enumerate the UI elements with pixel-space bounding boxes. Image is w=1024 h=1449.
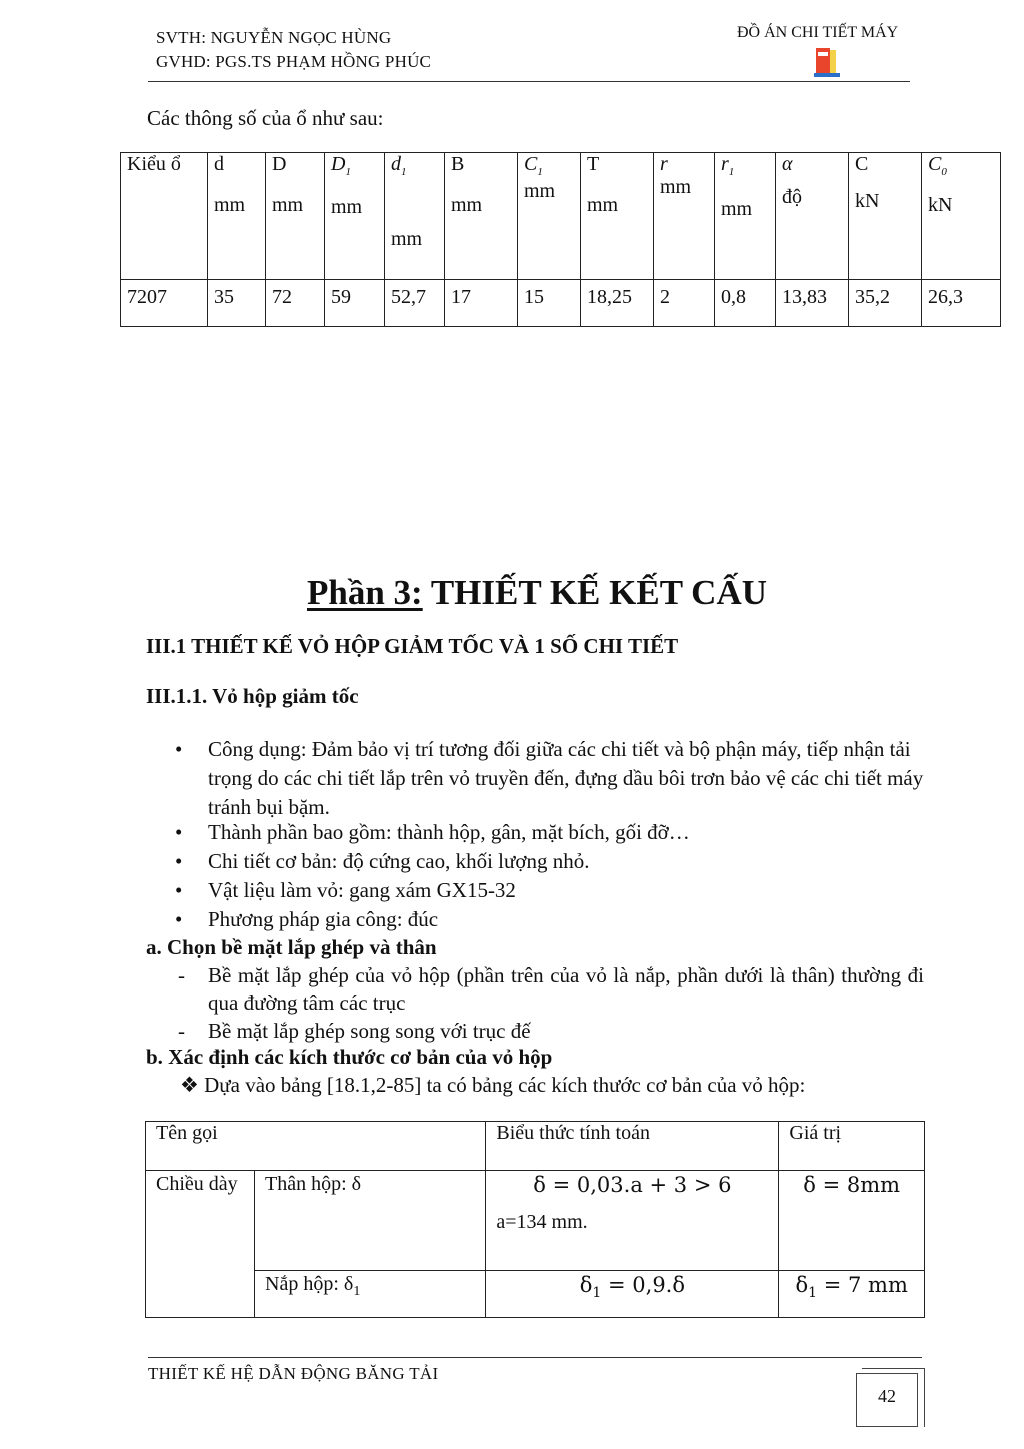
cell-body-expression bbox=[486, 1171, 779, 1271]
table-header-row bbox=[121, 153, 1001, 280]
col-type: Kiểu ổ bbox=[121, 153, 208, 280]
list-item-text: Vật liệu làm vỏ: gang xám GX15-32 bbox=[208, 878, 516, 902]
group-thickness: Chiều dày bbox=[146, 1171, 255, 1318]
header-rule bbox=[148, 81, 910, 82]
part-title: Phần 3: THIẾT KẾ KẾT CẤU bbox=[306, 573, 767, 612]
header-name: Tên gọi bbox=[146, 1122, 486, 1171]
body-formula: δ = 0,03.a + 3 > 6 bbox=[533, 1173, 732, 1197]
table-row bbox=[146, 1171, 925, 1271]
cell-lid-expression: $\delta_1 = 0,9.\delta$ bbox=[486, 1271, 779, 1318]
footer-title: THIẾT KẾ HỆ DẪN ĐỘNG BĂNG TẢI bbox=[148, 1364, 439, 1383]
table-row bbox=[121, 280, 1001, 327]
cell-C: 35,2 bbox=[849, 280, 922, 327]
subheading-b: b. Xác định các kích thước cơ bản của vỏ hộp bbox=[146, 1045, 553, 1069]
cell-B: 17 bbox=[445, 280, 518, 327]
cell-r: 2 bbox=[654, 280, 715, 327]
col-d: d mm bbox=[208, 153, 266, 280]
list-item-text: Chi tiết cơ bản: độ cứng cao, khối lượng nhỏ. bbox=[208, 849, 590, 873]
col-D: D mm bbox=[266, 153, 325, 280]
bullet-icon: • bbox=[175, 737, 183, 761]
list-item-text: Bề mặt lắp ghép của vỏ hộp (phần trên của vỏ là nắp, phần dưới là thân) thường đi qua đường tâm các trục bbox=[208, 963, 924, 1015]
cell-r1: 0,8 bbox=[715, 280, 776, 327]
student-name: SVTH: NGUYỄN NGỌC HÙNG bbox=[156, 28, 392, 47]
bullet-icon: • bbox=[175, 849, 183, 873]
header-left bbox=[156, 26, 431, 74]
dash-icon: - bbox=[178, 963, 185, 987]
book-logo-icon bbox=[814, 46, 840, 78]
list-item-text: Công dụng: Đảm bảo vị trí tương đối giữa các chi tiết và bộ phận máy, tiếp nhận tải trọng do các chi tiết lắp trên vỏ truyền đến, đựng dầu bôi trơn bảo vệ các chi tiết máy tránh bụi bặm. bbox=[208, 737, 924, 819]
header-expression: Biểu thức tính toán bbox=[486, 1122, 779, 1171]
col-d1: $d_1$ mm bbox=[385, 153, 445, 280]
section-heading: III.1 THIẾT KẾ VỎ HỘP GIẢM TỐC VÀ 1 SỐ CHI TIẾT bbox=[146, 634, 679, 658]
list-item-text: Phương pháp gia công: đúc bbox=[208, 907, 439, 931]
bullet-icon: • bbox=[175, 878, 183, 902]
reference-text: ❖ Dựa vào bảng [18.1,2-85] ta có bảng các kích thước cơ bản của vỏ hộp: bbox=[180, 1073, 806, 1097]
col-B: B mm bbox=[445, 153, 518, 280]
col-r1: $r_1$ mm bbox=[715, 153, 776, 280]
cell-D: 72 bbox=[266, 280, 325, 327]
table-row bbox=[146, 1271, 925, 1318]
cell-T: 18,25 bbox=[581, 280, 654, 327]
body-note: a=134 mm. bbox=[496, 1211, 588, 1233]
cell-d1: 52,7 bbox=[385, 280, 445, 327]
project-title: ĐỒ ÁN CHI TIẾT MÁY bbox=[737, 24, 899, 41]
col-r: r mm bbox=[654, 153, 715, 280]
bearing-params-table bbox=[120, 152, 1001, 327]
intro-text: Các thông số của ổ như sau: bbox=[147, 106, 384, 130]
advisor-name: GVHD: PGS.TS PHẠM HỒNG PHÚC bbox=[156, 52, 432, 71]
col-C0: $C_0$ kN bbox=[922, 153, 1001, 280]
cell-lid-value: $\delta_1 = 7$ mm bbox=[779, 1271, 925, 1318]
subheading-a: a. Chọn bề mặt lắp ghép và thân bbox=[146, 935, 437, 959]
col-C1: $C_1$ mm bbox=[518, 153, 581, 280]
cell-alpha: 13,83 bbox=[776, 280, 849, 327]
footer-rule bbox=[148, 1357, 922, 1358]
subsection-heading: III.1.1. Vỏ hộp giảm tốc bbox=[146, 684, 359, 708]
list-item-text: Bề mặt lắp ghép song song với trục đế bbox=[208, 1019, 531, 1043]
cell-type: 7207 bbox=[121, 280, 208, 327]
cell-lid-name: Nắp hộp: $\delta_1$ bbox=[255, 1271, 486, 1318]
cell-body-value: δ = 8mm bbox=[779, 1171, 925, 1271]
col-C: C kN bbox=[849, 153, 922, 280]
cell-C1: 15 bbox=[518, 280, 581, 327]
col-T: T mm bbox=[581, 153, 654, 280]
cell-body-name: Thân hộp: δ bbox=[255, 1171, 486, 1271]
bullet-icon: • bbox=[175, 907, 183, 931]
table-header-row bbox=[146, 1122, 925, 1171]
col-alpha: α độ bbox=[776, 153, 849, 280]
page-number: 42 bbox=[878, 1386, 896, 1406]
col-D1: $D_1$ mm bbox=[325, 153, 385, 280]
housing-dimension-table bbox=[145, 1121, 925, 1318]
cell-C0: 26,3 bbox=[922, 280, 1001, 327]
list-item-text: Thành phần bao gồm: thành hộp, gân, mặt bích, gối đỡ… bbox=[208, 820, 690, 844]
header-value: Giá trị bbox=[779, 1122, 925, 1171]
cell-d: 35 bbox=[208, 280, 266, 327]
bullet-icon: • bbox=[175, 820, 183, 844]
cell-D1: 59 bbox=[325, 280, 385, 327]
dash-icon: - bbox=[178, 1019, 185, 1043]
